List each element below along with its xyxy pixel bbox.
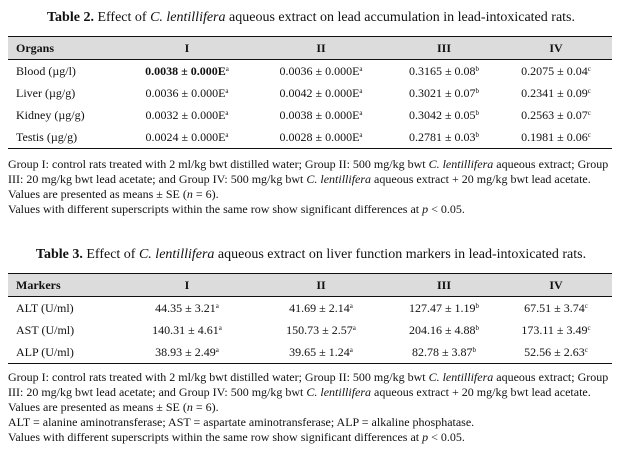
table2-header-group-2: II xyxy=(254,37,388,60)
table3-label: Table 3. xyxy=(35,247,83,262)
cell-superscript: b xyxy=(475,130,480,139)
table2-title-post: aqueous extract on lead accumulation in lead-intoxicated rats. xyxy=(225,10,575,25)
table3-caption xyxy=(0,247,622,263)
row-label: Liver (µg/g) xyxy=(16,85,76,100)
table-cell xyxy=(388,319,500,341)
table2-caption xyxy=(0,10,622,26)
table3-header-group-3: III xyxy=(388,274,500,297)
table2 xyxy=(8,36,612,149)
table3-header-group-4: IV xyxy=(500,274,612,297)
table-cell xyxy=(254,82,388,104)
table-cell xyxy=(500,60,612,83)
table-cell xyxy=(120,297,254,320)
table2-header-group-1: I xyxy=(120,37,254,60)
table-cell xyxy=(500,82,612,104)
table3-header-group-2: II xyxy=(254,274,388,297)
table2-label: Table 2. xyxy=(47,10,94,25)
cell-value: 0.2781 ± 0.03 xyxy=(408,129,476,144)
table2-title-species: C. lentillifera xyxy=(150,10,226,25)
table3 xyxy=(8,273,612,364)
table-cell xyxy=(388,126,500,149)
cell-value: 0.1981 ± 0.06 xyxy=(521,129,588,144)
table-row xyxy=(8,341,612,364)
table-row xyxy=(8,104,612,126)
table3-header-group-1: I xyxy=(120,274,254,297)
table3-body xyxy=(8,297,612,364)
cell-superscript: b xyxy=(475,86,480,95)
cell-value: 0.2341 ± 0.09 xyxy=(521,85,588,100)
cell-value: 41.69 ± 2.14 xyxy=(289,300,350,315)
table2-body xyxy=(8,60,612,149)
cell-superscript: b xyxy=(475,301,480,310)
cell-value: 0.3042 ± 0.05 xyxy=(408,107,476,122)
table-cell xyxy=(500,126,612,149)
cell-value: 67.51 ± 3.74 xyxy=(524,300,585,315)
cell-superscript: b xyxy=(475,323,480,332)
cell-superscript: a xyxy=(225,86,229,95)
cell-superscript: b xyxy=(475,64,480,73)
table-cell xyxy=(120,341,254,364)
cell-superscript: a xyxy=(225,130,229,139)
table3-note-groups: Group I: control rats treated with 2 ml/kg bwt distilled water; Group II: 500 mg/kg bwt C. lentillifera aqueous extract; Group III: 20 mg/kg bwt lead acetate; and Group IV: 500 mg/kg bwt C. lentillifera aqueous extract + 20 mg/kg bwt lead acetate. Values are presented as means ± SE (n = 6). xyxy=(8,370,609,414)
row-label: Kidney (µg/g) xyxy=(16,107,85,122)
table3-notes xyxy=(8,370,616,445)
cell-value: 204.16 ± 4.88 xyxy=(408,322,476,337)
cell-value: 52.56 ± 2.63 xyxy=(524,344,585,359)
cell-value: 0.3021 ± 0.07 xyxy=(408,85,476,100)
table-cell xyxy=(388,341,500,364)
cell-value: 0.2075 ± 0.04 xyxy=(521,63,588,78)
cell-superscript: b xyxy=(472,345,477,354)
table-cell xyxy=(254,126,388,149)
table-cell xyxy=(254,319,388,341)
cell-value: 150.73 ± 2.57 xyxy=(286,322,353,337)
cell-superscript: c xyxy=(587,108,591,117)
cell-value: 39.65 ± 1.24 xyxy=(289,344,350,359)
cell-value: 0.0038 ± 0.000E xyxy=(279,107,360,122)
cell-superscript: a xyxy=(215,301,219,310)
table-cell xyxy=(120,104,254,126)
table-row xyxy=(8,126,612,149)
table2-notes xyxy=(8,157,616,217)
row-label: Blood (µg/l) xyxy=(16,63,76,78)
table-cell xyxy=(500,319,612,341)
row-label: ALP (U/ml) xyxy=(8,341,120,364)
cell-superscript: c xyxy=(587,130,591,139)
cell-superscript: a xyxy=(218,323,222,332)
cell-value: 0.0042 ± 0.000E xyxy=(279,85,360,100)
table-cell xyxy=(388,60,500,83)
table-row xyxy=(8,319,612,341)
table2-note-significance: Values with different superscripts within the same row show significant differences at p < 0.05. xyxy=(8,202,465,216)
table-cell xyxy=(120,319,254,341)
table-cell xyxy=(254,104,388,126)
cell-value: 38.93 ± 2.49 xyxy=(155,344,216,359)
row-label: ALT (U/ml) xyxy=(16,300,74,315)
cell-superscript: a xyxy=(215,345,219,354)
table2-header-group-3: III xyxy=(388,37,500,60)
cell-superscript: a xyxy=(225,64,229,73)
cell-superscript: c xyxy=(587,64,591,73)
cell-value: 0.3165 ± 0.08 xyxy=(408,63,476,78)
table-row xyxy=(8,60,612,83)
cell-superscript: b xyxy=(475,108,480,117)
cell-superscript: a xyxy=(349,301,353,310)
cell-value: 173.11 ± 3.49 xyxy=(521,322,588,337)
cell-superscript: c xyxy=(587,86,591,95)
table2-title-pre: Effect of xyxy=(97,10,151,25)
cell-superscript: a xyxy=(359,64,363,73)
cell-value: 44.35 ± 3.21 xyxy=(155,300,216,315)
cell-superscript: c xyxy=(584,345,588,354)
table3-header-row xyxy=(8,274,612,297)
row-label: AST (U/ml) xyxy=(16,322,75,337)
table-cell xyxy=(254,341,388,364)
table-row xyxy=(8,82,612,104)
cell-superscript: a xyxy=(352,323,356,332)
cell-superscript: a xyxy=(225,108,229,117)
cell-value: 0.0036 ± 0.000E xyxy=(279,63,360,78)
table-cell xyxy=(500,341,612,364)
cell-superscript: a xyxy=(359,108,363,117)
cell-superscript: c xyxy=(587,323,591,332)
row-label: Testis (µg/g) xyxy=(8,126,120,149)
table3-title-pre: Effect of xyxy=(86,247,139,262)
cell-value: 0.0032 ± 0.000E xyxy=(145,107,226,122)
table-cell xyxy=(388,82,500,104)
table-cell xyxy=(388,297,500,320)
table3-note-abbreviations: ALT = alanine aminotransferase; AST = aspartate aminotransferase; ALP = alkaline phosphatase. xyxy=(8,415,475,429)
cell-superscript: c xyxy=(584,301,588,310)
table3-header-label: Markers xyxy=(8,274,120,297)
cell-value: 0.0038 ± 0.000E xyxy=(145,63,226,78)
cell-value: 140.31 ± 4.61 xyxy=(152,322,219,337)
cell-value: 82.78 ± 3.87 xyxy=(411,344,473,359)
table-cell xyxy=(500,104,612,126)
table-cell xyxy=(500,297,612,320)
cell-superscript: a xyxy=(359,86,363,95)
table3-title-post: aqueous extract on liver function markers in lead-intoxicated rats. xyxy=(214,247,587,262)
table-cell xyxy=(388,104,500,126)
table3-note-significance: Values with different superscripts within the same row show significant differences at p < 0.05. xyxy=(8,430,465,444)
table3-title-species: C. lentillifera xyxy=(138,247,215,262)
table-cell xyxy=(120,60,254,83)
table2-header-label: Organs xyxy=(8,37,120,60)
cell-superscript: a xyxy=(349,345,353,354)
cell-value: 0.0036 ± 0.000E xyxy=(145,85,226,100)
cell-value: 0.0024 ± 0.000E xyxy=(145,129,226,144)
table2-header-row xyxy=(8,37,612,60)
cell-superscript: a xyxy=(359,130,363,139)
table-row xyxy=(8,297,612,320)
cell-value: 127.47 ± 1.19 xyxy=(408,300,476,315)
table-cell xyxy=(254,297,388,320)
table-cell xyxy=(254,60,388,83)
table2-header-group-4: IV xyxy=(500,37,612,60)
cell-value: 0.2563 ± 0.07 xyxy=(521,107,588,122)
table-cell xyxy=(120,82,254,104)
table-cell xyxy=(120,126,254,149)
table2-note-groups: Group I: control rats treated with 2 ml/kg bwt distilled water; Group II: 500 mg/kg bwt C. lentillifera aqueous extract; Group III: 20 mg/kg bwt lead acetate; and Group IV: 500 mg/kg bwt C. lentillifera aqueous extract + 20 mg/kg bwt lead acetate. Values are presented as means ± SE (n = 6). xyxy=(8,157,609,201)
cell-value: 0.0028 ± 0.000E xyxy=(279,129,360,144)
